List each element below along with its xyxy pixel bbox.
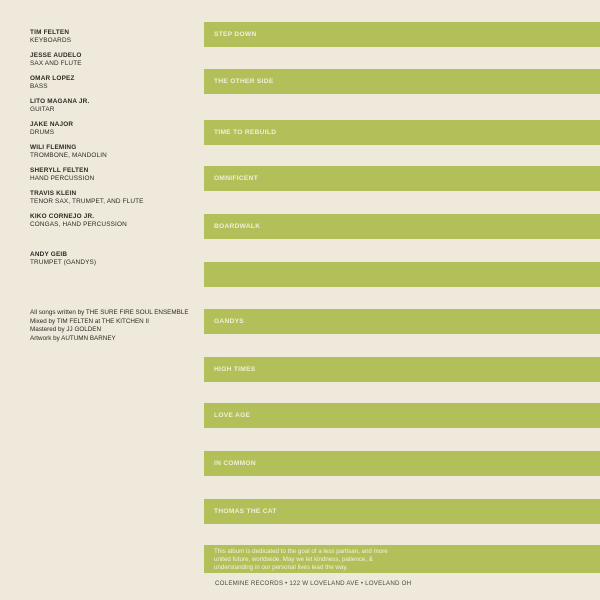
musician-entry: [30, 29, 200, 45]
musician-entry: [30, 75, 200, 91]
production-credits: [30, 309, 205, 343]
musician-name: JESSE AUDELO: [30, 52, 82, 59]
track-title: HIGH TIMES: [214, 366, 256, 373]
musician-name: WILI FLEMING: [30, 144, 77, 151]
musician-name: JAKE NAJOR: [30, 121, 74, 128]
musician-role: CONGAS, HAND PERCUSSION: [30, 221, 127, 228]
track-title: IN COMMON: [214, 460, 256, 467]
credit-line: All songs written by THE SURE FIRE SOUL ENSEMBLE: [30, 309, 189, 316]
musician-entry: [30, 251, 200, 267]
track-title: TIME TO REBUILD: [214, 129, 277, 136]
musician-name: KIKO CORNEJO JR.: [30, 213, 95, 220]
musician-role: GUITAR: [30, 106, 55, 113]
musician-name: TIM FELTEN: [30, 29, 70, 36]
track-stripe: [204, 403, 600, 428]
track-title: OMNIFICENT: [214, 175, 259, 182]
musician-entry: [30, 98, 200, 114]
musician-role: TENOR SAX, TRUMPET, AND FLUTE: [30, 198, 144, 205]
track-title: THOMAS THE CAT: [214, 508, 277, 515]
musician-role: HAND PERCUSSION: [30, 175, 95, 182]
track-stripe: [204, 309, 600, 334]
track-stripe: [204, 357, 600, 382]
track-stripe: [204, 262, 600, 287]
musician-role: BASS: [30, 83, 48, 90]
musician-entry: [30, 121, 200, 137]
dedication-box: [204, 545, 600, 573]
tracklist: [204, 0, 600, 600]
track-title: THE OTHER SIDE: [214, 78, 274, 85]
credit-line: Artwork by AUTUMN BARNEY: [30, 334, 116, 342]
track-title: BOARDWALK: [214, 223, 261, 230]
musician-entry: [30, 167, 200, 183]
musician-entry: [30, 213, 200, 229]
track-stripe: [204, 499, 600, 524]
credit-line: Mixed by TIM FELTEN at THE KITCHEN II: [30, 317, 149, 325]
musician-role: TROMBONE, MANDOLIN: [30, 152, 107, 159]
credit-line: Mastered by JJ GOLDEN: [30, 326, 102, 334]
track-stripe: [204, 120, 600, 145]
dedication-text: This album is dedicated to the goal of a less partisan, and more united future, worldwide. May we let kindness, patience, & understanding in our personal lives lead the way.: [214, 548, 388, 571]
musician-name: SHERYLL FELTEN: [30, 167, 89, 174]
musician-name: OMAR LOPEZ: [30, 75, 75, 82]
musician-name: ANDY GEIB: [30, 251, 68, 258]
musician-entry: [30, 144, 200, 160]
musician-entry: [30, 190, 200, 206]
track-stripe: [204, 214, 600, 239]
musician-role: TRUMPET (GANDYS): [30, 259, 97, 266]
track-stripe: [204, 69, 600, 94]
track-title: GANDYS: [214, 318, 245, 325]
track-stripe: [204, 166, 600, 191]
track-stripe: [204, 22, 600, 47]
track-title: STEP DOWN: [214, 31, 257, 38]
musician-name: TRAVIS KLEIN: [30, 190, 77, 197]
musician-name: LITO MAGANA JR.: [30, 98, 90, 105]
musician-role: SAX AND FLUTE: [30, 60, 82, 67]
record-label-address: COLEMINE RECORDS • 122 W LOVELAND AVE • LOVELAND OH: [215, 580, 412, 587]
musician-role: KEYBOARDS: [30, 37, 72, 44]
track-title: LOVE AGE: [214, 412, 251, 419]
musician-entry: [30, 52, 200, 68]
track-stripe: [204, 451, 600, 476]
musician-role: DRUMS: [30, 129, 55, 136]
